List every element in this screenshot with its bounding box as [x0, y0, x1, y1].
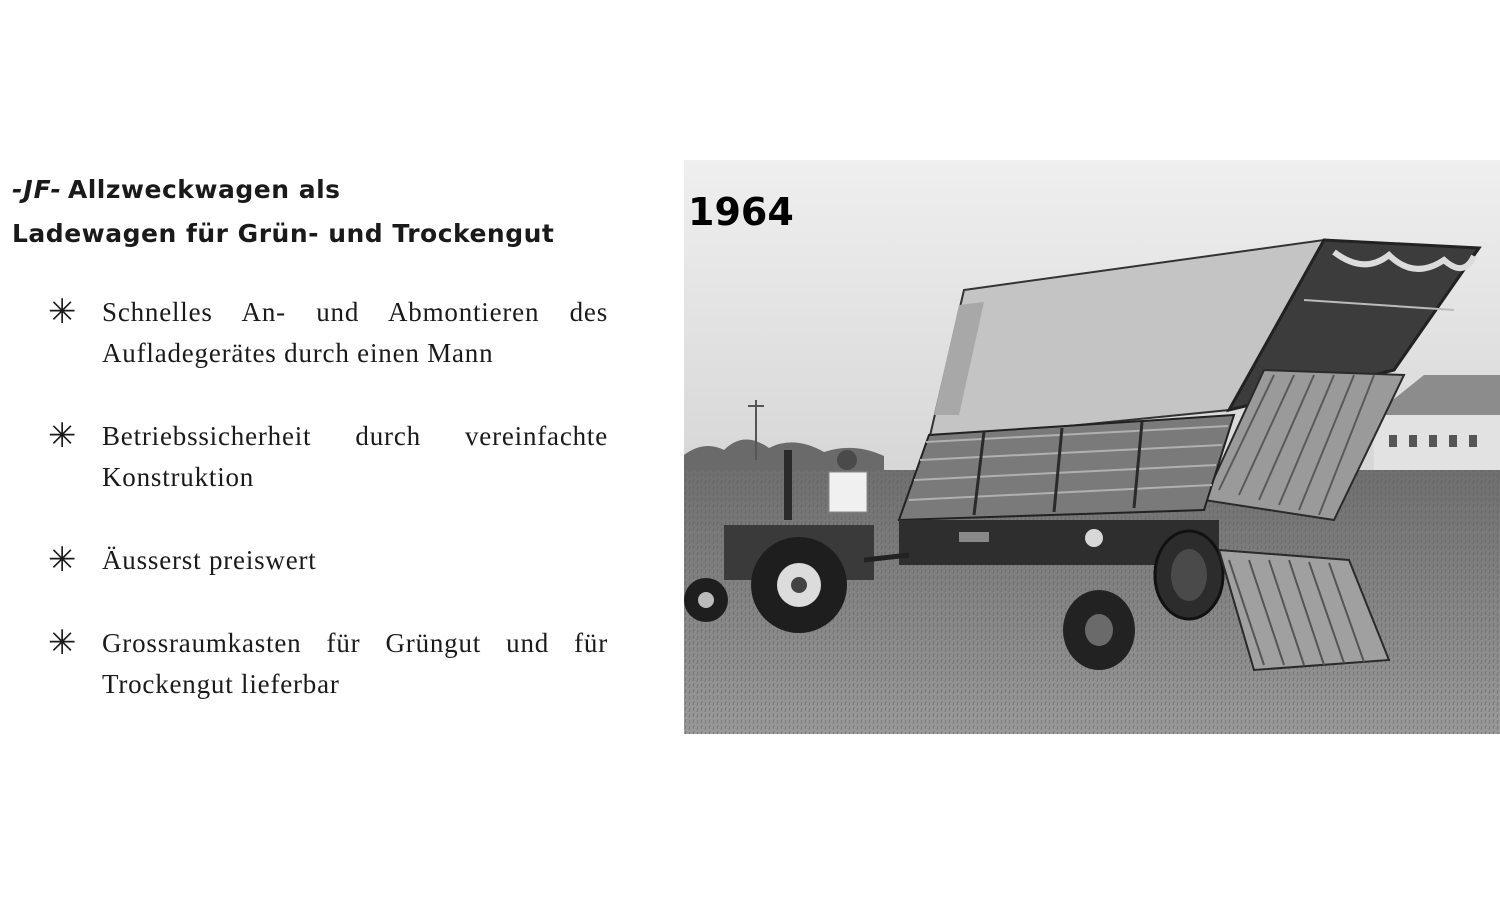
feature-text: Betriebssicherheit durch vereinfachte Konstruktion	[102, 421, 608, 492]
asterisk-bullet-icon: ✳	[48, 540, 78, 580]
feature-item	[48, 623, 608, 705]
heading-title: Allzweckwagen als	[67, 175, 341, 204]
asterisk-bullet-icon: ✳	[48, 416, 78, 456]
feature-text: Äusserst preiswert	[102, 545, 317, 575]
asterisk-bullet-icon: ✳	[48, 292, 78, 332]
asterisk-bullet-icon: ✳	[48, 623, 78, 663]
feature-text: Schnelles An- und Abmontieren des Aufladegerätes durch einen Mann	[102, 297, 608, 368]
driver	[837, 450, 857, 470]
photo-illustration	[684, 160, 1500, 734]
loader-wagon-photo	[684, 160, 1500, 734]
heading-line-1	[12, 168, 622, 212]
heading-line-2: Ladewagen für Grün- und Trockengut	[12, 219, 555, 248]
year-label: 1964	[688, 190, 794, 234]
feature-item	[48, 540, 608, 581]
feature-item	[48, 416, 608, 498]
feature-item	[48, 292, 608, 374]
feature-text: Grossraumkasten für Grüngut und für Trockengut lieferbar	[102, 628, 608, 699]
jf-logo: -JF-	[12, 175, 62, 204]
feature-list	[48, 292, 608, 747]
heading	[12, 168, 622, 256]
